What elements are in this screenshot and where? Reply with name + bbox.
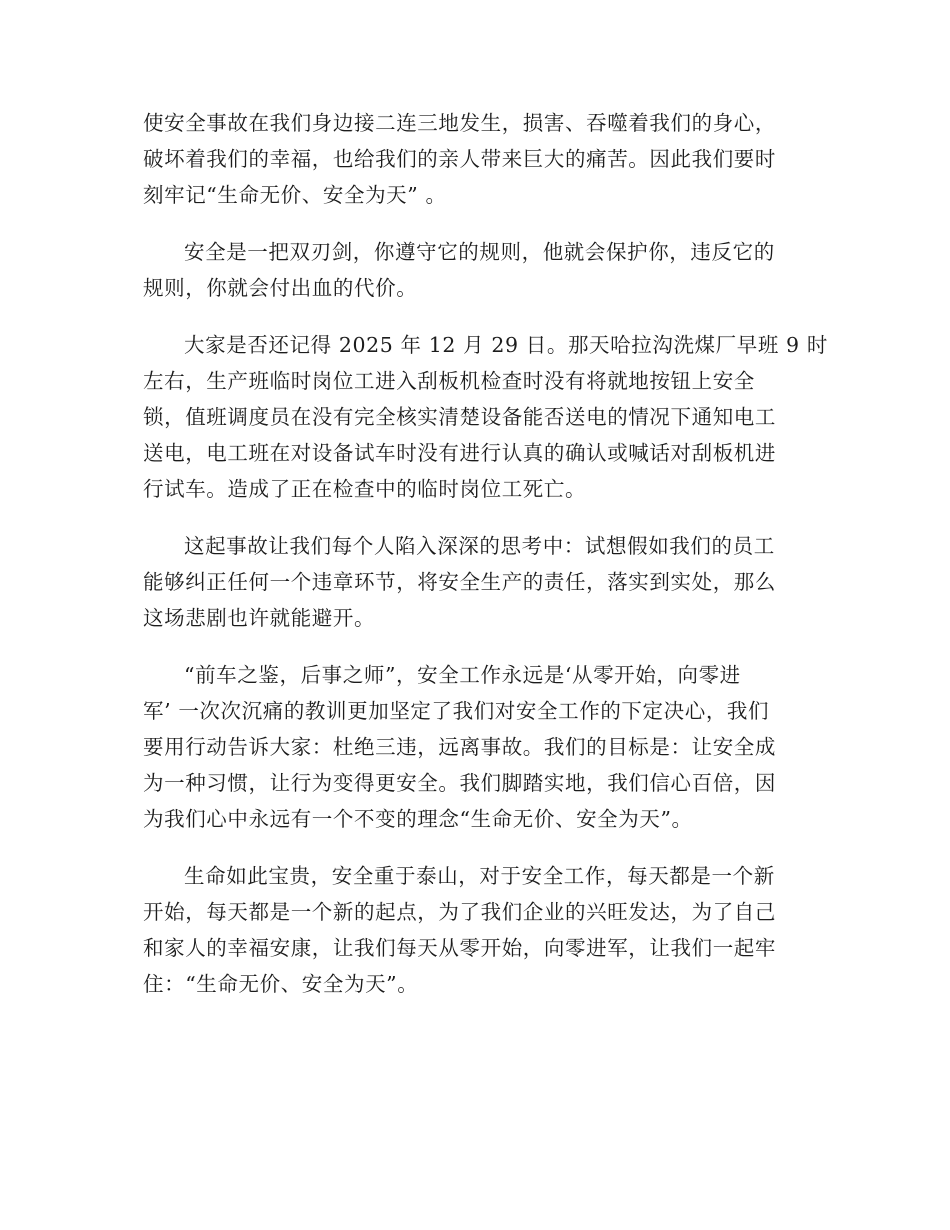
text-line: 这起事故让我们每个人陷入深深的思考中：试想假如我们的员工 (184, 534, 775, 558)
text-line: 行试车。造成了正在检查中的临时岗位工死亡。 (143, 477, 587, 501)
text-line: 和家人的幸福安康，让我们每天从零开始，向零进军，让我们一起牢 (143, 936, 776, 960)
text-line: 为一种习惯，让行为变得更安全。我们脚踏实地，我们信心百倍，因 (143, 771, 776, 795)
text-line: 能够纠正任何一个违章环节，将安全生产的责任，落实到实处，那么 (143, 570, 776, 594)
text-line: 生命如此宝贵，安全重于泰山，对于安全工作，每天都是一个新 (184, 864, 775, 888)
text-line: 送电，电工班在对设备试车时没有进行认真的确认或喊话对刮板机进 (143, 441, 776, 465)
text-line: 军’ 一次次沉痛的教训更加坚定了我们对安全工作的下定决心，我们 (143, 699, 770, 723)
text-line: 破坏着我们的幸福，也给我们的亲人带来巨大的痛苦。因此我们要时 (143, 147, 776, 171)
text-line: 左右，生产班临时岗位工进入刮板机检查时没有将就地按钮上安全 (143, 369, 755, 393)
text-line: 开始，每天都是一个新的起点，为了我们企业的兴旺发达，为了自己 (143, 900, 776, 924)
paragraph-3 (143, 327, 828, 507)
paragraph-2 (143, 234, 807, 306)
text-line: 为我们心中永远有一个不变的理念“生命无价、安全为天”。 (143, 807, 693, 831)
paragraph-1 (143, 105, 807, 213)
text-line: 住：“生命无价、安全为天”。 (143, 972, 419, 996)
paragraph-6 (143, 858, 807, 1002)
text-line: 使安全事故在我们身边接二连三地发生，损害、吞噬着我们的身心， (143, 111, 776, 135)
text-line: 要用行动告诉大家：杜绝三违，远离事故。我们的目标是：让安全成 (143, 735, 776, 759)
text-line: 刻牢记“生命无价、安全为天” 。 (143, 183, 447, 207)
text-line: 这场悲剧也许就能避开。 (143, 606, 376, 630)
text-line: “前车之鉴，后事之师”，安全工作永远是‘从零开始，向零进 (184, 663, 741, 687)
text-line: 大家是否还记得 2025 年 12 月 29 日。那天哈拉沟洗煤厂早班 9 时 (184, 333, 828, 357)
text-line: 安全是一把双刃剑，你遵守它的规则，他就会保护你，违反它的 (184, 240, 775, 264)
text-line: 规则，你就会付出血的代价。 (143, 276, 418, 300)
text-line: 锁，值班调度员在没有完全核实清楚设备能否送电的情况下通知电工 (143, 405, 776, 429)
paragraph-4 (143, 528, 807, 636)
paragraph-5 (143, 657, 807, 837)
document-body (143, 105, 828, 1023)
